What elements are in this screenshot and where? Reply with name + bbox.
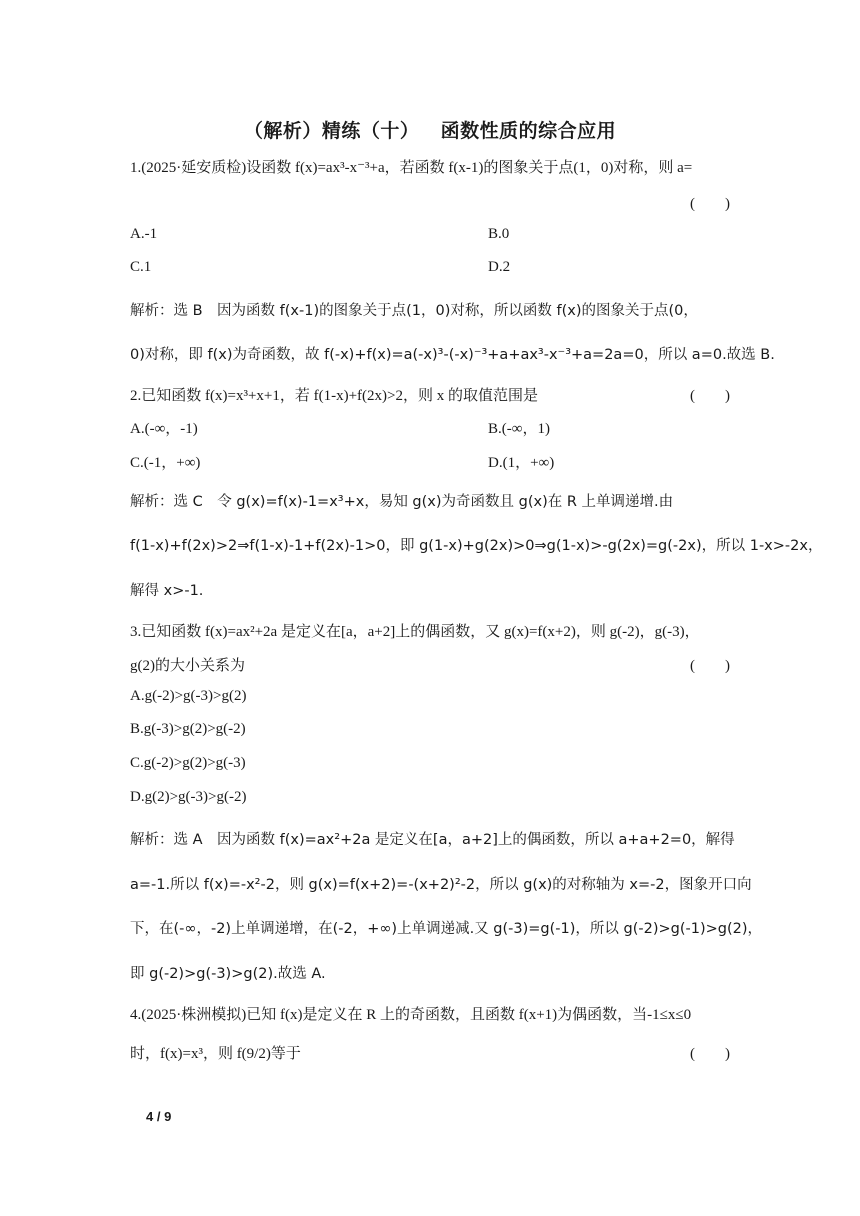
q1-analysis-line-2: 0)对称，即 f(x)为奇函数，故 f(-x)+f(x)=a(-x)³-(-x)⁻³+a+ax³-x⁻³+a=2a=0，所以 a=0.故选 B. bbox=[130, 347, 775, 363]
q3-option-d: D.g(2)>g(-3)>g(-2) bbox=[130, 789, 247, 805]
q2-option-d: D.(1，+∞) bbox=[488, 455, 555, 471]
q1-option-d: D.2 bbox=[488, 259, 511, 275]
q3-analysis-line-2: a=-1.所以 f(x)=-x²-2，则 g(x)=f(x+2)=-(x+2)²-2，所以 g(x)的对称轴为 x=-2，图象开口向 bbox=[130, 877, 752, 893]
q3-stem-line-1: 3.已知函数 f(x)=ax²+2a 是定义在[a，a+2]上的偶函数，又 g(x)=f(x+2)，则 g(-2)，g(-3)， bbox=[130, 624, 700, 640]
q2-answer-paren: ( ) bbox=[690, 388, 730, 404]
page-number: 4 / 9 bbox=[146, 1109, 172, 1124]
q3-option-a: A.g(-2)>g(-3)>g(2) bbox=[130, 688, 247, 704]
q1-analysis-line-1: 解析：选 B 因为函数 f(x-1)的图象关于点(1，0)对称，所以函数 f(x)的图象关于点(0， bbox=[130, 303, 698, 319]
q2-analysis-line-1: 解析：选 C 令 g(x)=f(x)-1=x³+x，易知 g(x)为奇函数且 g(x)在 R 上单调递增.由 bbox=[130, 494, 674, 510]
q3-analysis-line-3: 下，在(-∞，-2)上单调递增，在(-2，+∞)上单调递减.又 g(-3)=g(-1)，所以 g(-2)>g(-1)>g(2)， bbox=[130, 921, 763, 937]
q2-option-c: C.(-1，+∞) bbox=[130, 455, 201, 471]
q2-analysis-line-2: f(1-x)+f(2x)>2⇒f(1-x)-1+f(2x)-1>0，即 g(1-x)+g(2x)>0⇒g(1-x)>-g(2x)=g(-2x)，所以 1-x>-2x， bbox=[130, 538, 823, 554]
q2-option-b: B.(-∞，1) bbox=[488, 421, 550, 437]
q4-stem-line-1: 4.(2025·株洲模拟)已知 f(x)是定义在 R 上的奇函数，且函数 f(x+1)为偶函数，当-1≤x≤0 bbox=[130, 1007, 692, 1023]
q1-answer-paren: ( ) bbox=[690, 196, 730, 212]
q3-analysis-line-4: 即 g(-2)>g(-3)>g(2).故选 A. bbox=[130, 966, 326, 982]
q3-option-c: C.g(-2)>g(2)>g(-3) bbox=[130, 755, 246, 771]
q1-option-b: B.0 bbox=[488, 226, 510, 242]
q2-stem: 2.已知函数 f(x)=x³+x+1，若 f(1-x)+f(2x)>2，则 x 的取值范围是 bbox=[130, 388, 538, 404]
q3-analysis-line-1: 解析：选 A 因为函数 f(x)=ax²+2a 是定义在[a，a+2]上的偶函数，所以 a+a+2=0，解得 bbox=[130, 832, 735, 848]
q1-option-c: C.1 bbox=[130, 259, 152, 275]
q3-option-b: B.g(-3)>g(2)>g(-2) bbox=[130, 721, 246, 737]
q3-answer-paren: ( ) bbox=[690, 658, 730, 674]
q2-analysis-line-3: 解得 x>-1. bbox=[130, 583, 204, 599]
q2-option-a: A.(-∞，-1) bbox=[130, 421, 198, 437]
q4-answer-paren: ( ) bbox=[690, 1046, 730, 1062]
q1-option-a: A.-1 bbox=[130, 226, 158, 242]
page-title: （解析）精练（十） 函数性质的综合应用 bbox=[243, 120, 617, 142]
q3-stem-line-2: g(2)的大小关系为 bbox=[130, 658, 245, 674]
q4-stem-line-2: 时，f(x)=x³，则 f(9/2)等于 bbox=[130, 1046, 301, 1062]
q1-stem: 1.(2025·延安质检)设函数 f(x)=ax³-x⁻³+a，若函数 f(x-1)的图象关于点(1，0)对称，则 a= bbox=[130, 160, 693, 176]
